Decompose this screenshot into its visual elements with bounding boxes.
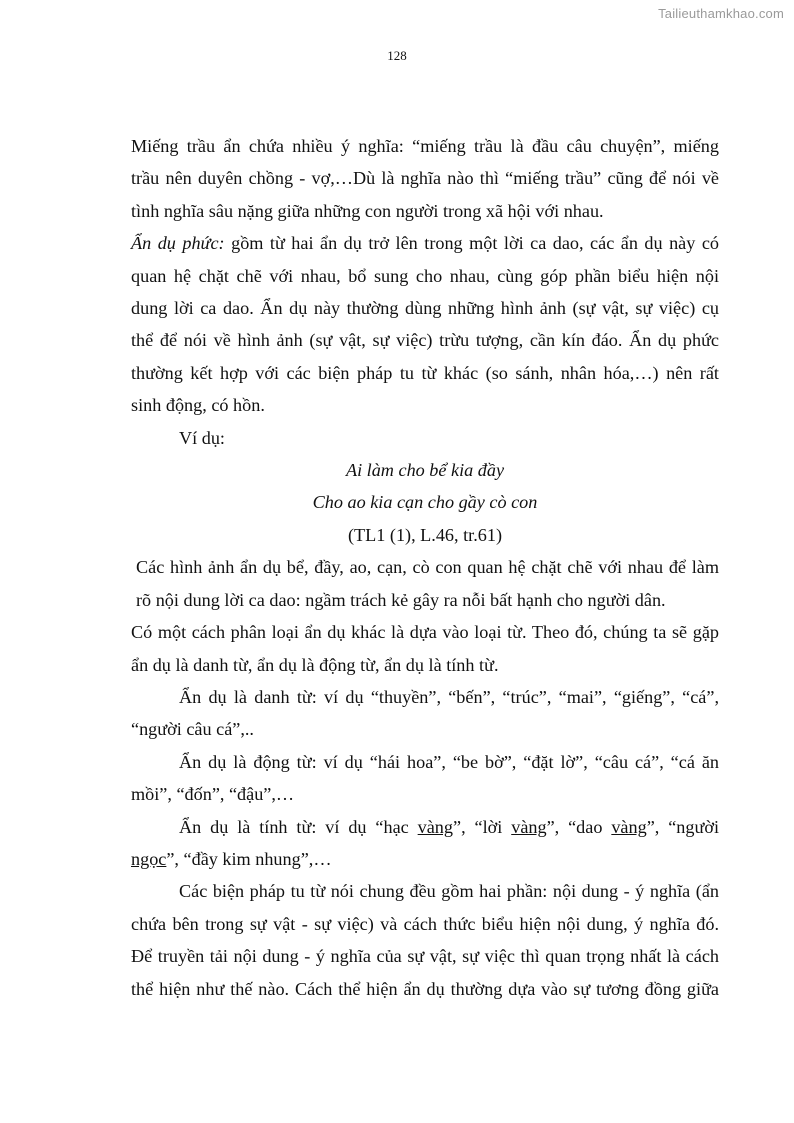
text-line: thể để nói về hình ảnh (sự vật, sự việc) trừu tượng, cần kín đáo. Ẩn dụ phức bbox=[131, 330, 719, 351]
document-body bbox=[131, 130, 719, 1005]
text-line: rõ nội dung lời ca dao: ngầm trách kẻ gây ra nỗi bất hạnh cho người dân. bbox=[136, 589, 666, 610]
text-span: Ẩn dụ là tính từ: ví dụ “hạc bbox=[179, 816, 418, 837]
text-line: trầu nên duyên chồng - vợ,…Dù là nghĩa nào thì “miếng trầu” cũng để nói về bbox=[131, 168, 719, 189]
text-line: thường kết hợp với các biện pháp tu từ khác (so sánh, nhân hóa,…) nên rất bbox=[131, 362, 719, 383]
underlined-word: ngọc bbox=[131, 848, 167, 869]
text-line: Để truyền tải nội dung - ý nghĩa của sự vật, sự việc thì quan trọng nhất là cách bbox=[131, 946, 719, 967]
verse-line: Ai làm cho bể kia đầy bbox=[345, 460, 505, 481]
text-line: sinh động, có hồn. bbox=[131, 395, 265, 416]
text-span: ”, “lời bbox=[453, 816, 512, 837]
text-line: Ẩn dụ là danh từ: ví dụ “thuyền”, “bến”, “trúc”, “mai”, “giếng”, “cá”, bbox=[179, 686, 719, 707]
text-line: “người câu cá”,.. bbox=[131, 719, 254, 740]
text-line bbox=[131, 843, 719, 875]
text-span: gồm từ hai ẩn dụ trở lên trong một lời ca dao, các ẩn dụ này có bbox=[224, 233, 719, 254]
verse-source: (TL1 (1), L.46, tr.61) bbox=[347, 524, 503, 545]
underlined-word: vàng bbox=[511, 816, 547, 837]
text-line: Ẩn dụ là động từ: ví dụ “hái hoa”, “be bờ”, “đặt lờ”, “câu cá”, “cá ăn bbox=[179, 751, 719, 772]
text-line: Có một cách phân loại ẩn dụ khác là dựa vào loại từ. Theo đó, chúng ta sẽ gặp bbox=[131, 622, 719, 643]
text-line: Các biện pháp tu từ nói chung đều gồm hai phần: nội dung - ý nghĩa (ẩn bbox=[179, 881, 719, 902]
text-line: ẩn dụ là danh từ, ẩn dụ là động từ, ẩn dụ là tính từ. bbox=[131, 654, 499, 675]
example-label: Ví dụ: bbox=[179, 427, 225, 448]
text-line bbox=[131, 227, 719, 259]
text-line bbox=[131, 811, 719, 843]
text-span: ”, “dao bbox=[546, 816, 612, 837]
text-line: chứa bên trong sự vật - sự việc) và cách thức biểu hiện nội dung, ý nghĩa đó. bbox=[131, 913, 719, 934]
text-line: quan hệ chặt chẽ với nhau, bổ sung cho nhau, cùng góp phần biểu hiện nội bbox=[131, 265, 719, 286]
term-label: Ẩn dụ phức: bbox=[131, 233, 225, 254]
verse-line: Cho ao kia cạn cho gầy cò con bbox=[312, 492, 538, 513]
underlined-word: vàng bbox=[611, 816, 647, 837]
underlined-word: vàng bbox=[417, 816, 453, 837]
text-span: ”, “đầy kim nhung”,… bbox=[166, 848, 332, 869]
text-line: thể hiện như thế nào. Cách thể hiện ẩn dụ thường dựa vào sự tương đồng giữa bbox=[131, 978, 719, 999]
watermark: Tailieuthamkhao.com bbox=[658, 6, 784, 21]
text-span: ”, “người bbox=[646, 816, 719, 837]
text-line: mồi”, “đốn”, “đậu”,… bbox=[131, 784, 295, 805]
page-number: 128 bbox=[387, 48, 407, 63]
text-line: dung lời ca dao. Ẩn dụ này thường dùng những hình ảnh (sự vật, sự việc) cụ bbox=[131, 298, 719, 319]
text-line: Miếng trầu ẩn chứa nhiều ý nghĩa: “miếng trầu là đầu câu chuyện”, miếng bbox=[131, 136, 719, 156]
text-line: Các hình ảnh ẩn dụ bể, đầy, ao, cạn, cò con quan hệ chặt chẽ với nhau để làm bbox=[136, 557, 719, 578]
text-line: tình nghĩa sâu nặng giữa những con người trong xã hội với nhau. bbox=[131, 200, 604, 221]
